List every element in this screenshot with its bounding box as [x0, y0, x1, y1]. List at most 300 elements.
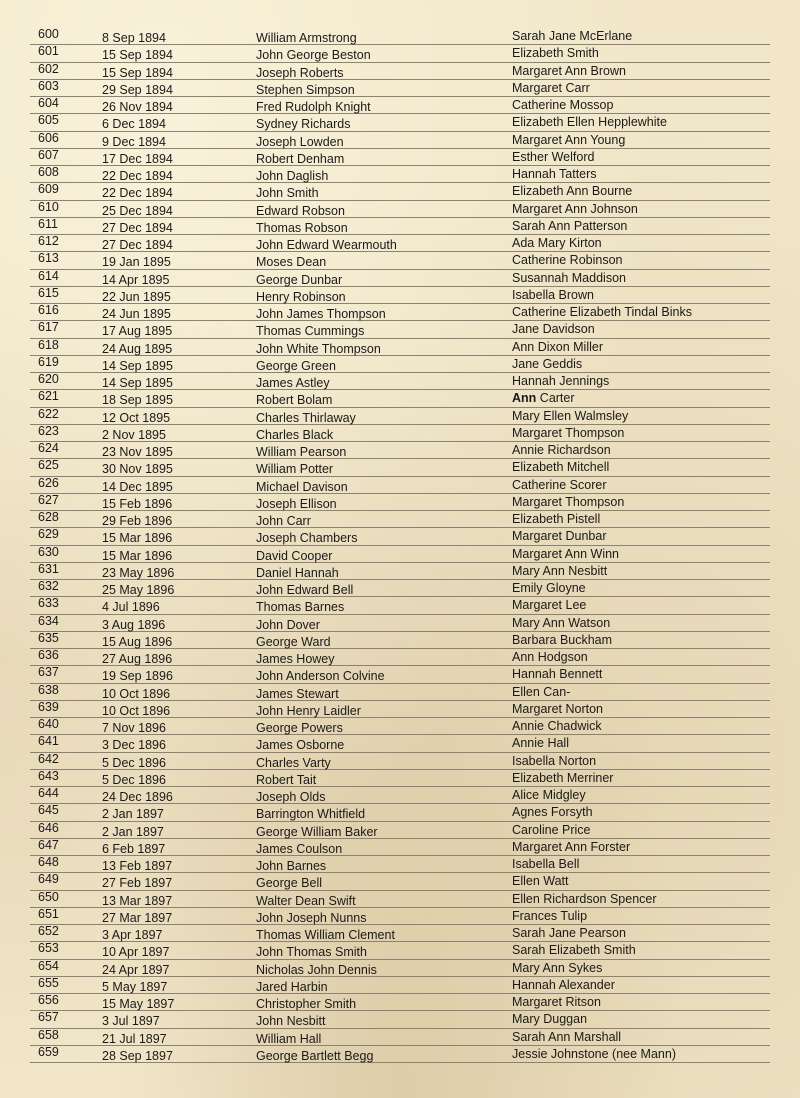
bride-name: Barbara Buckham — [512, 632, 613, 647]
groom-name: John Smith — [256, 186, 319, 201]
groom-name: Christopher Smith — [256, 997, 357, 1011]
entry-number: 648 — [38, 855, 59, 869]
marriage-date: 13 Mar 1897 — [102, 893, 173, 908]
bride-name: Susannah Maddison — [512, 270, 626, 285]
marriage-date: 3 Apr 1897 — [102, 928, 163, 942]
register-row — [30, 183, 770, 200]
bride-name: Catherine Mossop — [512, 98, 614, 112]
marriage-date: 23 May 1896 — [102, 565, 175, 580]
entry-number: 656 — [38, 993, 59, 1007]
bride-name: Margaret Thompson — [512, 425, 625, 440]
entry-number: 639 — [38, 699, 59, 714]
entry-number: 603 — [38, 78, 59, 93]
bride-name-bold-part: Ann — [512, 391, 537, 406]
groom-name: Walter Dean Swift — [256, 893, 356, 908]
marriage-date: 30 Nov 1895 — [102, 462, 173, 477]
register-row — [30, 166, 770, 183]
register-row — [30, 718, 770, 735]
entry-number: 627 — [38, 492, 59, 507]
groom-name: Joseph Lowden — [256, 134, 344, 149]
bride-name: Annie Chadwick — [512, 719, 602, 733]
entry-number: 649 — [38, 872, 59, 887]
entry-number: 629 — [38, 527, 59, 542]
bride-name: Catherine Scorer — [512, 477, 607, 492]
bride-name: Ellen Richardson Spencer — [512, 891, 657, 906]
entry-number: 655 — [38, 975, 59, 990]
entry-number: 604 — [38, 96, 59, 110]
entry-number: 601 — [38, 44, 59, 59]
groom-name: George Bartlett Begg — [256, 1048, 374, 1063]
marriage-date: 15 Mar 1896 — [102, 531, 173, 546]
groom-name: John Carr — [256, 514, 311, 528]
bride-name: Margaret Thompson — [512, 494, 625, 509]
marriage-date: 15 Sep 1894 — [102, 48, 173, 63]
entry-number: 622 — [38, 406, 59, 421]
bride-name: Catherine Elizabeth Tindal Binks — [512, 305, 692, 319]
entry-number: 636 — [38, 648, 59, 662]
bride-name: Jessie Johnstone (nee Mann) — [512, 1046, 676, 1061]
groom-name: William Pearson — [256, 445, 347, 459]
marriage-date: 4 Jul 1896 — [102, 600, 160, 615]
groom-name: John Dover — [256, 617, 320, 632]
marriage-date: 27 Feb 1897 — [102, 876, 173, 891]
groom-name: Thomas Cummings — [256, 324, 365, 339]
groom-name: James Astley — [256, 376, 330, 390]
entry-number: 646 — [38, 820, 59, 835]
bride-name: Ann Hodgson — [512, 650, 588, 664]
marriage-date: 21 Jul 1897 — [102, 1031, 167, 1046]
register-row — [30, 63, 770, 80]
groom-name: Robert Tait — [256, 772, 317, 787]
bride-name: Sarah Jane Pearson — [512, 926, 626, 940]
entry-number: 621 — [38, 389, 59, 404]
groom-name: Robert Bolam — [256, 393, 333, 408]
groom-name: George Bell — [256, 876, 323, 891]
entry-number: 616 — [38, 303, 59, 317]
register-row — [30, 787, 770, 804]
marriage-date: 25 May 1896 — [102, 583, 175, 597]
marriage-date: 19 Jan 1895 — [102, 255, 171, 270]
groom-name: Michael Davison — [256, 479, 348, 494]
register-row — [30, 390, 770, 407]
groom-name: Barrington Whitfield — [256, 807, 366, 822]
bride-name: Jane Geddis — [512, 356, 583, 371]
groom-name: John White Thompson — [256, 341, 381, 356]
entry-number: 632 — [38, 579, 59, 593]
register-row — [30, 494, 770, 511]
register-row — [30, 511, 770, 528]
bride-name: Mary Ann Nesbitt — [512, 563, 608, 578]
register-row — [30, 977, 770, 994]
bride-name: Mary Ann Sykes — [512, 960, 603, 975]
marriage-date: 27 Dec 1894 — [102, 238, 173, 252]
groom-name: William Hall — [256, 1031, 322, 1046]
register-row — [30, 45, 770, 62]
groom-name: Robert Denham — [256, 151, 345, 166]
groom-name: John Edward Wearmouth — [256, 238, 397, 252]
register-row — [30, 201, 770, 218]
marriage-date: 14 Dec 1895 — [102, 479, 173, 494]
register-row — [30, 28, 770, 45]
bride-name: Hannah Jennings — [512, 374, 610, 388]
entry-number: 609 — [38, 182, 59, 197]
bride-name-rest: Carter — [536, 391, 575, 406]
groom-name: David Cooper — [256, 548, 333, 563]
register-row — [30, 442, 770, 459]
marriage-date: 3 Dec 1896 — [102, 738, 166, 753]
bride-name: Alice Midgley — [512, 788, 586, 802]
bride-name: Mary Duggan — [512, 1012, 588, 1027]
groom-name: John James Thompson — [256, 307, 386, 321]
bride-name: Margaret Lee — [512, 598, 587, 613]
marriage-date: 24 Aug 1895 — [102, 341, 173, 356]
register-row — [30, 942, 770, 959]
bride-name: Margaret Ritson — [512, 995, 601, 1009]
marriage-date: 23 Nov 1895 — [102, 445, 173, 459]
register-row — [30, 528, 770, 545]
groom-name: John Barnes — [256, 859, 327, 873]
register-row — [30, 856, 770, 873]
bride-name: Margaret Ann Johnson — [512, 201, 638, 216]
groom-name: George Ward — [256, 634, 331, 649]
groom-name: George Powers — [256, 721, 343, 735]
groom-name: Daniel Hannah — [256, 565, 339, 580]
marriage-date: 27 Dec 1894 — [102, 220, 173, 235]
bride-name — [512, 391, 575, 405]
entry-number: 600 — [38, 27, 59, 41]
register-row — [30, 235, 770, 252]
entry-number: 645 — [38, 803, 59, 818]
entry-number: 618 — [38, 337, 59, 352]
bride-name: Elizabeth Merriner — [512, 770, 614, 785]
marriage-date: 10 Apr 1897 — [102, 945, 170, 960]
entry-number: 647 — [38, 837, 59, 852]
groom-name: William Armstrong — [256, 31, 357, 45]
bride-name: Hannah Alexander — [512, 977, 615, 992]
entry-number: 654 — [38, 958, 59, 973]
entry-number: 613 — [38, 251, 59, 266]
marriage-date: 5 Dec 1896 — [102, 772, 166, 787]
groom-name: Nicholas John Dennis — [256, 962, 377, 977]
marriage-date: 8 Sep 1894 — [102, 31, 166, 45]
bride-name: Jane Davidson — [512, 322, 595, 337]
marriage-date: 2 Jan 1897 — [102, 807, 164, 822]
register-row — [30, 822, 770, 839]
marriage-date: 15 Aug 1896 — [102, 634, 173, 649]
bride-name: Hannah Tatters — [512, 167, 597, 181]
marriage-date: 14 Sep 1895 — [102, 376, 173, 390]
groom-name: Jared Harbin — [256, 979, 328, 994]
register-row — [30, 80, 770, 97]
entry-number: 635 — [38, 630, 59, 645]
bride-name: Annie Hall — [512, 736, 569, 751]
register-row — [30, 563, 770, 580]
bride-name: Margaret Ann Forster — [512, 839, 631, 854]
marriage-date: 12 Oct 1895 — [102, 410, 171, 425]
entry-number: 628 — [38, 510, 59, 524]
bride-name: Sarah Ann Patterson — [512, 218, 628, 233]
register-row — [30, 321, 770, 338]
register-row — [30, 287, 770, 304]
register-row — [30, 925, 770, 942]
entry-number: 637 — [38, 665, 59, 680]
bride-name: Elizabeth Ellen Hepplewhite — [512, 115, 667, 130]
register-row — [30, 649, 770, 666]
marriage-date: 24 Dec 1896 — [102, 790, 173, 804]
entry-number: 658 — [38, 1027, 59, 1042]
register-row — [30, 149, 770, 166]
entry-number: 643 — [38, 768, 59, 783]
groom-name: James Stewart — [256, 686, 339, 701]
register-row — [30, 908, 770, 925]
groom-name: Charles Varty — [256, 755, 331, 770]
marriage-date: 19 Sep 1896 — [102, 669, 173, 684]
entry-number: 657 — [38, 1010, 59, 1025]
marriage-date: 14 Sep 1895 — [102, 358, 173, 373]
register-row — [30, 684, 770, 701]
bride-name: Elizabeth Mitchell — [512, 460, 610, 475]
groom-name: Edward Robson — [256, 203, 345, 218]
register-row — [30, 132, 770, 149]
bride-name: Margaret Ann Young — [512, 132, 626, 147]
groom-name: Fred Rudolph Knight — [256, 100, 371, 114]
groom-name: Charles Thirlaway — [256, 410, 356, 425]
entry-number: 619 — [38, 354, 59, 369]
marriage-date: 14 Apr 1895 — [102, 272, 170, 287]
entry-number: 617 — [38, 320, 59, 335]
bride-name: Isabella Bell — [512, 857, 580, 871]
register-row — [30, 1011, 770, 1028]
entry-number: 644 — [38, 786, 59, 800]
groom-name: Joseph Ellison — [256, 496, 337, 511]
groom-name: James Osborne — [256, 738, 345, 753]
entry-number: 630 — [38, 544, 59, 559]
register-row — [30, 615, 770, 632]
marriage-date: 6 Feb 1897 — [102, 841, 166, 856]
marriage-date: 22 Dec 1894 — [102, 186, 173, 201]
groom-name: Joseph Chambers — [256, 531, 358, 546]
entry-number: 624 — [38, 441, 59, 455]
bride-name: Elizabeth Pistell — [512, 512, 601, 526]
register-row — [30, 373, 770, 390]
marriage-date: 22 Dec 1894 — [102, 169, 173, 183]
entry-number: 611 — [38, 216, 58, 231]
bride-name: Ellen Watt — [512, 874, 569, 889]
bride-name: Agnes Forsyth — [512, 805, 593, 820]
groom-name: Henry Robinson — [256, 289, 346, 304]
bride-name: Elizabeth Smith — [512, 46, 599, 61]
marriage-date: 28 Sep 1897 — [102, 1048, 173, 1063]
marriage-date: 22 Jun 1895 — [102, 289, 171, 304]
bride-name: Mary Ellen Walmsley — [512, 408, 629, 423]
bride-name: Ada Mary Kirton — [512, 236, 602, 250]
register-row — [30, 270, 770, 287]
groom-name: Thomas Barnes — [256, 600, 345, 615]
marriage-date: 15 Mar 1896 — [102, 548, 173, 563]
register-row — [30, 753, 770, 770]
bride-name: Margaret Carr — [512, 80, 590, 95]
groom-name: James Howey — [256, 652, 335, 666]
register-row — [30, 114, 770, 131]
entry-number: 626 — [38, 475, 59, 490]
bride-name: Elizabeth Ann Bourne — [512, 184, 633, 199]
groom-name: Joseph Olds — [256, 790, 326, 804]
register-row — [30, 339, 770, 356]
entry-number: 623 — [38, 423, 59, 438]
groom-name: John Anderson Colvine — [256, 669, 385, 684]
bride-name: Hannah Bennett — [512, 667, 603, 682]
bride-name: Isabella Norton — [512, 753, 597, 768]
entry-number: 659 — [38, 1044, 59, 1059]
register-row — [30, 304, 770, 321]
marriage-date: 6 Dec 1894 — [102, 117, 166, 132]
marriage-date: 5 May 1897 — [102, 979, 168, 994]
entry-number: 652 — [38, 924, 59, 938]
entry-number: 653 — [38, 941, 59, 956]
groom-name: Joseph Roberts — [256, 65, 344, 80]
marriage-date: 17 Dec 1894 — [102, 151, 173, 166]
entry-number: 610 — [38, 199, 59, 214]
bride-name: Margaret Norton — [512, 701, 604, 716]
marriage-date: 27 Mar 1897 — [102, 910, 173, 925]
bride-name: Sarah Ann Marshall — [512, 1029, 622, 1044]
marriage-date: 5 Dec 1896 — [102, 755, 166, 770]
bride-name: Margaret Ann Brown — [512, 63, 626, 78]
groom-name: John Henry Laidler — [256, 703, 361, 718]
marriage-date: 29 Sep 1894 — [102, 82, 173, 97]
marriage-date: 25 Dec 1894 — [102, 203, 173, 218]
register-row — [30, 891, 770, 908]
register-row — [30, 356, 770, 373]
marriage-date: 15 Sep 1894 — [102, 65, 173, 80]
marriage-date: 27 Aug 1896 — [102, 652, 173, 666]
register-row — [30, 408, 770, 425]
entry-number: 631 — [38, 561, 59, 576]
marriage-date: 7 Nov 1896 — [102, 721, 166, 735]
entry-number: 605 — [38, 113, 59, 128]
entry-number: 640 — [38, 717, 59, 731]
bride-name: Isabella Brown — [512, 287, 594, 302]
entry-number: 638 — [38, 682, 59, 697]
marriage-date: 3 Aug 1896 — [102, 617, 166, 632]
register-row — [30, 770, 770, 787]
entry-number: 625 — [38, 458, 59, 473]
marriage-date: 26 Nov 1894 — [102, 100, 173, 114]
register-row — [30, 477, 770, 494]
register-row — [30, 218, 770, 235]
bride-name: Margaret Ann Winn — [512, 546, 619, 561]
entry-number: 641 — [38, 734, 59, 749]
bride-name: Caroline Price — [512, 822, 591, 837]
register-row — [30, 666, 770, 683]
marriage-date: 9 Dec 1894 — [102, 134, 166, 149]
groom-name: John Thomas Smith — [256, 945, 367, 960]
register-row — [30, 839, 770, 856]
bride-name: Sarah Jane McErlane — [512, 29, 633, 43]
groom-name: James Coulson — [256, 841, 343, 856]
register-row — [30, 994, 770, 1011]
register-row — [30, 735, 770, 752]
register-row — [30, 1046, 770, 1063]
groom-name: John Daglish — [256, 169, 329, 183]
entry-number: 615 — [38, 285, 59, 300]
marriage-date: 10 Oct 1896 — [102, 703, 171, 718]
entry-number: 620 — [38, 372, 59, 386]
marriage-date: 2 Nov 1895 — [102, 427, 166, 442]
entry-number: 607 — [38, 147, 59, 162]
entry-number: 651 — [38, 906, 59, 921]
groom-name: Moses Dean — [256, 255, 327, 270]
groom-name: Stephen Simpson — [256, 82, 355, 97]
bride-name: Mary Ann Watson — [512, 615, 611, 630]
groom-name: William Potter — [256, 462, 334, 477]
register-row — [30, 701, 770, 718]
entry-number: 612 — [38, 234, 59, 248]
entry-number: 608 — [38, 165, 59, 179]
groom-name: Thomas William Clement — [256, 928, 395, 942]
groom-name: Sydney Richards — [256, 117, 351, 132]
register-row — [30, 597, 770, 614]
groom-name: John Edward Bell — [256, 583, 354, 597]
entry-number: 602 — [38, 61, 59, 76]
register-row — [30, 546, 770, 563]
marriage-date: 13 Feb 1897 — [102, 859, 173, 873]
marriage-register-list — [30, 28, 770, 1063]
marriage-date: 15 Feb 1896 — [102, 496, 173, 511]
register-row — [30, 580, 770, 597]
bride-name: Ellen Can- — [512, 684, 571, 699]
entry-number: 650 — [38, 889, 59, 904]
entry-number: 634 — [38, 613, 59, 628]
register-row — [30, 873, 770, 890]
marriage-date: 24 Apr 1897 — [102, 962, 170, 977]
bride-name: Frances Tulip — [512, 908, 588, 923]
groom-name: John Joseph Nunns — [256, 910, 367, 925]
register-row — [30, 252, 770, 269]
register-row — [30, 804, 770, 821]
entry-number: 642 — [38, 751, 59, 766]
marriage-date: 15 May 1897 — [102, 997, 175, 1011]
bride-name: Ann Dixon Miller — [512, 339, 604, 354]
bride-name: Emily Gloyne — [512, 581, 586, 595]
bride-name: Annie Richardson — [512, 443, 611, 457]
groom-name: Thomas Robson — [256, 220, 348, 235]
groom-name: George William Baker — [256, 824, 378, 839]
register-row — [30, 1029, 770, 1046]
register-row — [30, 960, 770, 977]
register-row — [30, 97, 770, 114]
entry-number: 614 — [38, 268, 59, 283]
entry-number: 606 — [38, 130, 59, 145]
marriage-date: 3 Jul 1897 — [102, 1014, 160, 1029]
marriage-date: 10 Oct 1896 — [102, 686, 171, 701]
groom-name: Charles Black — [256, 427, 334, 442]
bride-name: Esther Welford — [512, 149, 595, 164]
groom-name: George Dunbar — [256, 272, 343, 287]
groom-name: John George Beston — [256, 48, 371, 63]
groom-name: John Nesbitt — [256, 1014, 326, 1029]
register-row — [30, 632, 770, 649]
bride-name: Sarah Elizabeth Smith — [512, 943, 636, 958]
bride-name: Catherine Robinson — [512, 253, 623, 268]
marriage-date: 18 Sep 1895 — [102, 393, 173, 408]
register-row — [30, 459, 770, 476]
bride-name: Margaret Dunbar — [512, 529, 607, 544]
marriage-date: 2 Jan 1897 — [102, 824, 164, 839]
marriage-date: 24 Jun 1895 — [102, 307, 171, 321]
entry-number: 633 — [38, 596, 59, 611]
groom-name: George Green — [256, 358, 336, 373]
